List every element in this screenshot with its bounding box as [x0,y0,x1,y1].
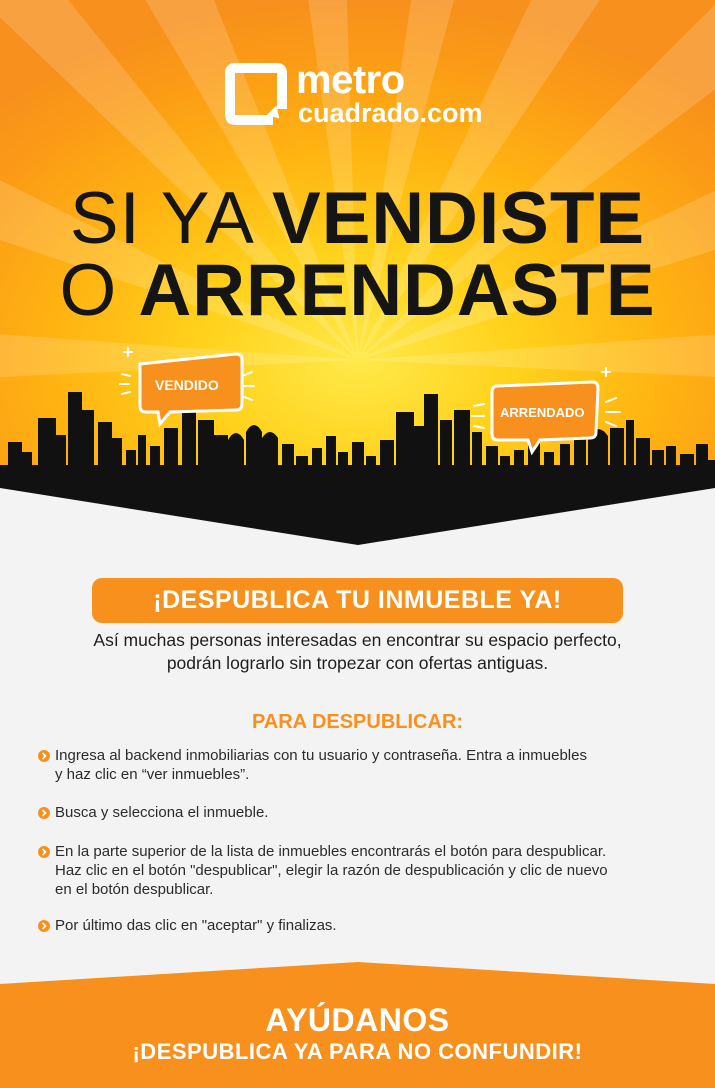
chevron-right-circle-icon [38,920,50,932]
intro-text-line-1: Así muchas personas interesadas en encontrar su espacio perfecto, [93,630,622,650]
chevron-right-circle-icon [38,846,50,858]
instructions-heading: PARA DESPUBLICAR: [251,711,464,733]
rented-label: ARRENDADO [500,405,585,420]
sold-label: VENDIDO [155,377,219,393]
step-text: Busca y selecciona el inmueble. [55,804,269,821]
footer-title: AYÚDANOS [265,1002,450,1038]
step-text: en el botón despublicar. [55,881,214,898]
step-text: Por último das clic en "aceptar" y finalizas. [55,917,337,934]
chevron-right-circle-icon [38,750,50,762]
headline-light-1: SI YA [69,178,273,259]
logo-text-cuadrado: cuadrado.com [298,98,483,128]
headline-bold-2: ARRENDASTE [138,250,656,331]
headline-bold-1: VENDISTE [272,178,646,259]
intro-text-line-2: podrán lograrlo sin tropezar con ofertas antiguas. [166,653,549,673]
chevron-right-circle-icon [38,807,50,819]
headline-light-2: O [59,250,139,331]
logo-text-metro: metro [296,58,405,102]
unpublish-callout-title: ¡DESPUBLICA TU INMUEBLE YA! [153,586,562,614]
step-text: En la parte superior de la lista de inmuebles encontrarás el botón para despublicar. [55,843,607,860]
square-arrow-logo-icon [224,62,288,126]
unpublish-callout [92,578,623,623]
step-text: y haz clic en “ver inmuebles”. [55,766,250,783]
step-text: Haz clic en el botón "despublicar", elegir la razón de despublicación y clic de nuevo [55,862,608,879]
headline-line-1 [0,180,715,258]
metrocuadrado-logo[interactable] [224,58,514,132]
footer-subtitle: ¡DESPUBLICA YA PARA NO CONFUNDIR! [132,1039,583,1064]
headline-line-2 [0,252,715,330]
step-text: Ingresa al backend inmobiliarias con tu usuario y contraseña. Entra a inmuebles [55,747,587,764]
